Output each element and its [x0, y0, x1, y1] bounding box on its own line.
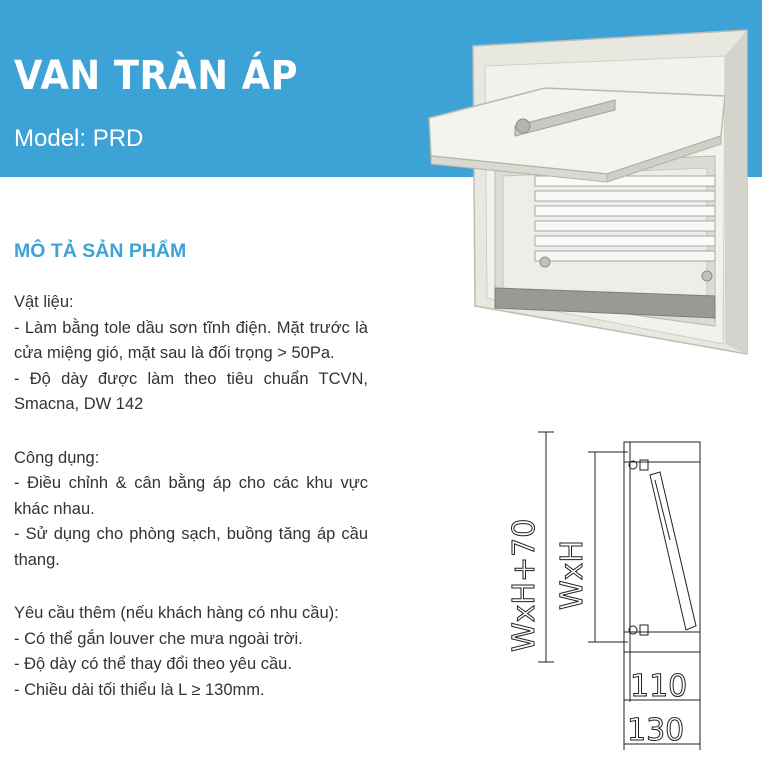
- block-title: Yêu cầu thêm (nếu khách hàng có nhu cầu):: [14, 604, 339, 622]
- material-block: [14, 290, 368, 418]
- block-line: - Làm bằng tole dầu sơn tĩnh điện. Mặt trước là cửa miệng gió, mặt sau là đối trọng > 50Pa.: [14, 318, 368, 362]
- block-line: - Điều chỉnh & cân bằng áp cho các khu vực khác nhau.: [14, 474, 368, 518]
- technical-drawing: [500, 420, 730, 765]
- inner-width-label: 110: [630, 669, 688, 704]
- block-title: Công dụng:: [14, 448, 100, 467]
- inner-dimension-label: WxH: [555, 540, 590, 610]
- extra-requirements-block: [14, 601, 368, 703]
- product-model: Model: PRD: [14, 125, 144, 152]
- block-line: - Sử dụng cho phòng sạch, buồng tăng áp cầu thang.: [14, 525, 368, 569]
- description-content: [14, 290, 368, 731]
- block-line: - Độ dày có thể thay đổi theo yêu cầu.: [14, 655, 292, 673]
- section-heading: MÔ TẢ SẢN PHẨM: [14, 240, 187, 262]
- product-photo: [425, 26, 755, 356]
- block-title: Vật liệu:: [14, 293, 74, 311]
- block-line: - Độ dày được làm theo tiêu chuẩn TCVN, Smacna, DW 142: [14, 369, 368, 413]
- usage-block: [14, 446, 368, 574]
- outer-width-label: 130: [627, 713, 685, 748]
- outer-dimension-label: WxH+70: [507, 518, 542, 652]
- block-line: - Chiều dài tối thiểu là L ≥ 130mm.: [14, 680, 265, 699]
- block-line: - Có thể gắn louver che mưa ngoài trời.: [14, 629, 303, 648]
- product-title: VAN TRÀN ÁP: [14, 53, 299, 99]
